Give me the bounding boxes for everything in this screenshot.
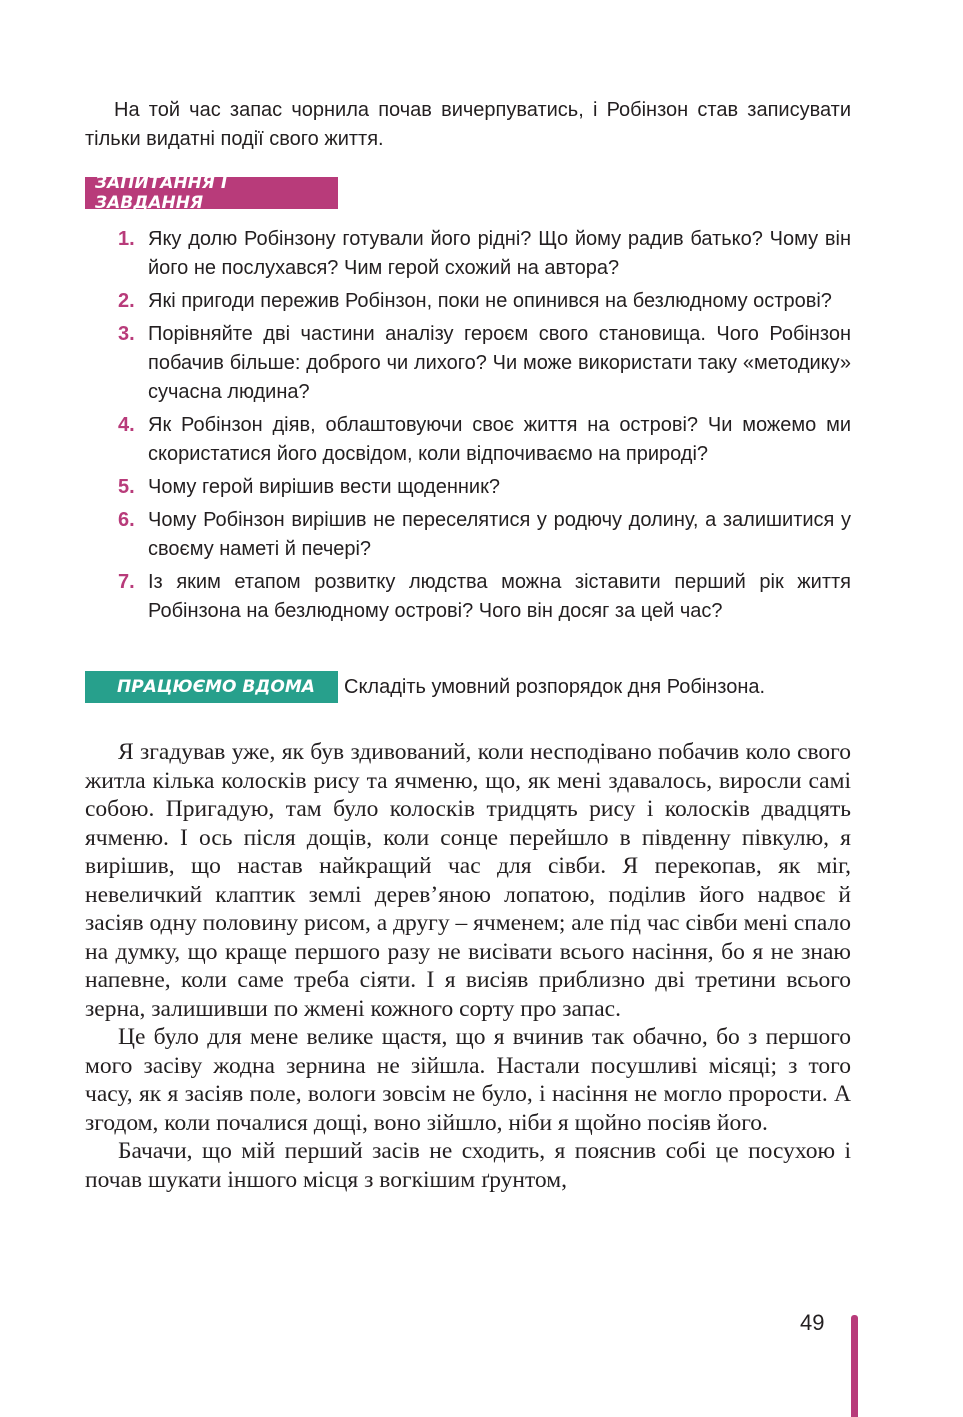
question-text: Чому Робінзон вирішив не переселятися у родючу долину, а залишитися у своєму наметі й печері? xyxy=(148,509,851,560)
story-paragraph: Я згадував уже, як був здивований, коли несподівано побачив коло свого житла кілька колосків рису та ячменю, що, як мені здавалось, виросли самі собою. Пригадую, там було колосків тридцять рису і колосків двадцять ячменю. І ось після дощів, коли сонце перейшло в південну півкулю, я вирішив, що настав найкращий час для сівби. Я перекопав, як міг, невеличкий клаптик землі дерев’яною лопатою, поділив його надвоє й засіяв одну половину рисом, а другу – ячменем; але під час сівби мені спало на думку, що краще першого разу не висівати всього насіння, бо я не знаю напевне, коли саме треба сіяти. І я висіяв приблизно дві третини всього зерна, залишивши по жмені кожного сорту про запас. xyxy=(85,739,851,1022)
question-item xyxy=(85,225,851,283)
question-text: Які пригоди пережив Робінзон, поки не опинився на безлюдному острові? xyxy=(148,290,832,312)
story-text xyxy=(85,738,851,1194)
question-number: 6. xyxy=(118,509,135,531)
intro-paragraph: На той час запас чорнила почав вичерпуватись, і Робінзон став записувати тільки видатні події свого життя. xyxy=(85,99,851,150)
question-text: Яку долю Робінзону готували його рідні? Що йому радив батько? Чому він його не послухався? Чим герой схожий на автора? xyxy=(148,228,851,279)
question-text: Із яким етапом розвитку людства можна зіставити перший рік життя Робінзона на безлюдному острові? Чого він досяг за цей час? xyxy=(148,571,851,622)
question-text: Порівняйте дві частини аналізу героєм свого становища. Чого Робінзон побачив більше: доброго чи лихого? Чи може використати таку «методику» сучасна людина? xyxy=(148,323,851,403)
questions-heading: ЗАПИТАННЯ І ЗАВДАННЯ xyxy=(85,177,338,209)
question-text: Чому герой вирішив вести щоденник? xyxy=(148,476,500,498)
question-item xyxy=(85,320,851,407)
question-item xyxy=(85,473,851,502)
question-number: 3. xyxy=(118,323,135,345)
question-item xyxy=(85,411,851,469)
question-number: 5. xyxy=(118,476,135,498)
question-number: 2. xyxy=(118,290,135,312)
question-item xyxy=(85,287,851,316)
homework-task: Складіть умовний розпорядок дня Робінзона. xyxy=(344,676,766,698)
story-paragraph: Бачачи, що мій перший засів не сходить, я пояснив собі це посухою і почав шукати іншого місця з вогкішим ґрунтом, xyxy=(85,1138,851,1193)
page-number: 49 xyxy=(800,1310,825,1335)
question-number: 4. xyxy=(118,414,135,436)
homework-heading: ПРАЦЮЄМО ВДОМА xyxy=(85,671,338,703)
question-item xyxy=(85,568,851,626)
question-number: 7. xyxy=(118,571,135,593)
questions-list xyxy=(85,225,851,630)
question-item xyxy=(85,506,851,564)
question-number: 1. xyxy=(118,228,135,250)
question-text: Як Робінзон діяв, облаштовуючи своє життя на острові? Чи можемо ми скористатися його досвідом, коли відпочиваємо на природі? xyxy=(148,414,851,465)
page-edge-bar xyxy=(851,1315,858,1417)
story-paragraph: Це було для мене велике щастя, що я вчинив так обачно, бо з першого мого засіву жодна зернина не зійшла. Настали посушливі місяці; з того часу, як я засіяв поле, вологи зовсім не було, і насіння не могло прорости. А згодом, коли почалися дощі, воно зійшло, ніби я щойно посіяв його. xyxy=(85,1024,851,1136)
